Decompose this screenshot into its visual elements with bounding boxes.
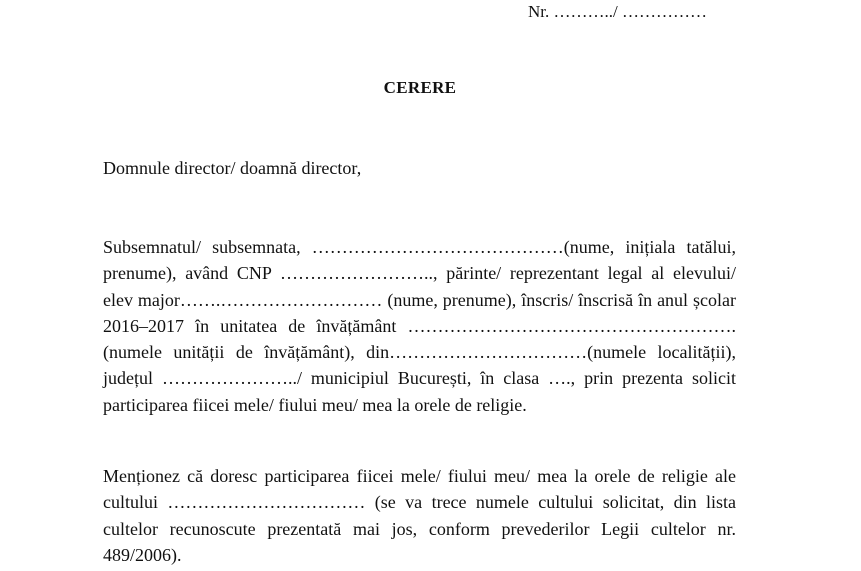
request-paragraph: Subsemnatul/ subsemnata, ……………………………………(nume, inițiala tatălui, prenume), având CNP …………………….., părinte/ reprezentant legal al elevului/ elev major…….……………………… (nume, prenume), înscris/ înscrisă în anul școlar 2016–2017 în unitatea de învățământ ……………………………………………….(numele unității de învățământ), din……………………………(numele localității), județul …………………../ municipiul București, în clasa …., prin prezenta solicit participarea fiicei mele/ fiului meu/ mea la orele de religie. xyxy=(103,237,736,415)
mention-paragraph: Menționez că doresc participarea fiicei mele/ fiului meu/ mea la orele de religie ale cultului …………………………… (se va trece numele cultului solicitat, din lista cultelor recunoscute prezentată mai jos, conform prevederilor Legii cultelor nr. 489/2006). xyxy=(103,466,736,565)
salutation: Domnule director/ doamnă director, xyxy=(103,158,362,178)
registration-number: Nr. ………../ …………… xyxy=(528,2,707,21)
document-title: CERERE xyxy=(383,78,457,97)
